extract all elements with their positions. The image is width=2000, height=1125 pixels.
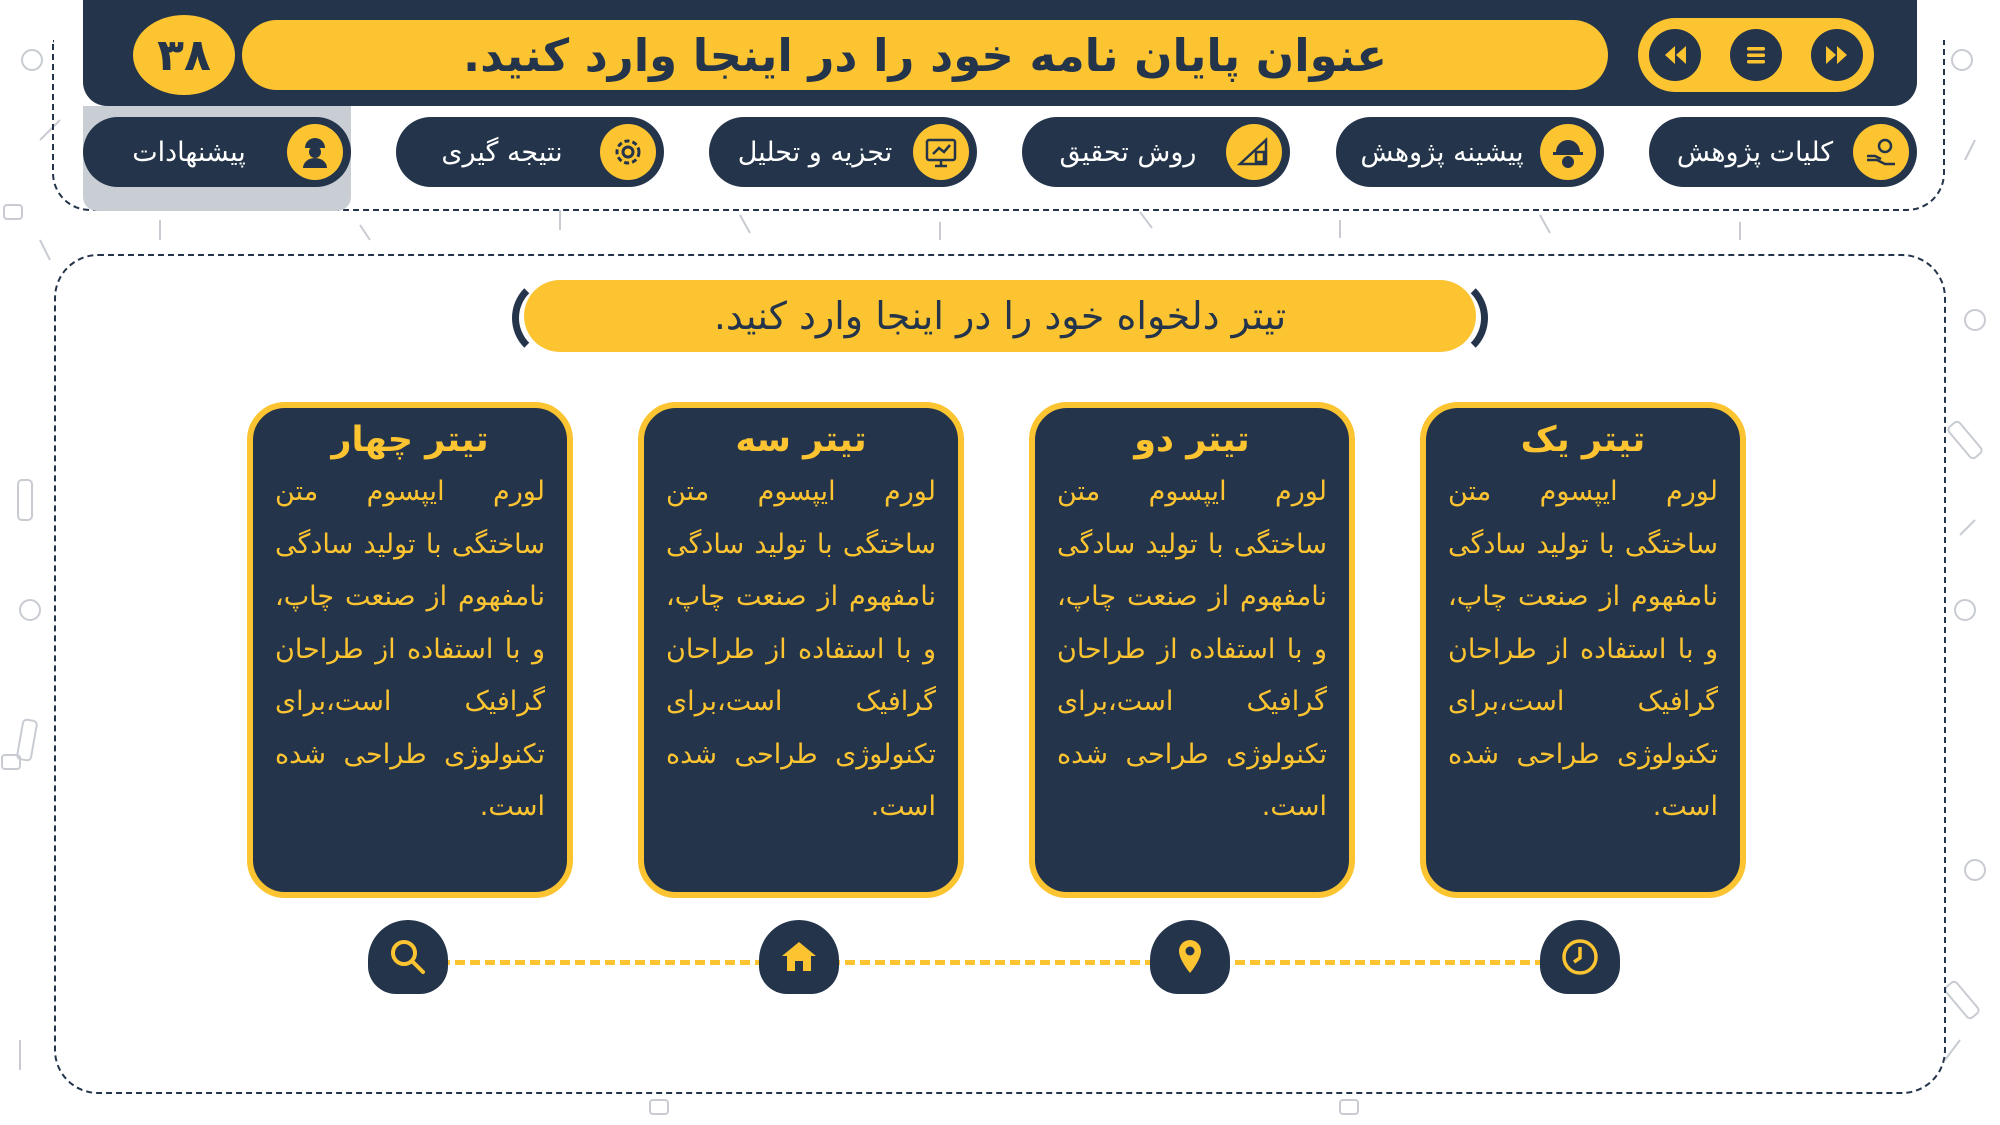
helmet-gear-icon xyxy=(1540,124,1596,180)
tab-label: روش تحقیق xyxy=(1059,136,1197,168)
gear-wrench-icon xyxy=(600,124,656,180)
info-card xyxy=(247,402,573,898)
ruler-calculator-icon xyxy=(1226,124,1282,180)
clock-icon xyxy=(1557,934,1603,980)
slide-title: عنوان پایان نامه خود را در اینجا وارد کنید. xyxy=(242,20,1608,90)
info-card xyxy=(1029,402,1355,898)
timeline-marker xyxy=(368,920,448,994)
card-title: تیتر دو xyxy=(1134,420,1250,460)
tab-research-overview[interactable] xyxy=(1649,117,1917,187)
timeline-connector xyxy=(410,960,1590,965)
home-icon xyxy=(776,934,822,980)
timeline-marker xyxy=(1540,920,1620,994)
info-card xyxy=(1420,402,1746,898)
monitor-chart-icon xyxy=(913,124,969,180)
tab-label: پیشنهادات xyxy=(132,136,246,168)
timeline-marker xyxy=(759,920,839,994)
card-body: لورم ایپسوم متن ساختگی با تولید سادگی نامفهوم از صنعت چاپ، و با استفاده از طراحان گرافیک است،برای تکنولوژی طراحی شده است. xyxy=(1057,476,1327,822)
engineer-icon xyxy=(287,124,343,180)
tab-conclusion[interactable] xyxy=(396,117,664,187)
tab-label: نتیجه گیری xyxy=(441,136,563,168)
tab-literature-review[interactable] xyxy=(1336,117,1604,187)
timeline-marker xyxy=(1150,920,1230,994)
card-title: تیتر سه xyxy=(735,420,867,460)
card-body: لورم ایپسوم متن ساختگی با تولید سادگی نامفهوم از صنعت چاپ، و با استفاده از طراحان گرافیک است،برای تکنولوژی طراحی شده است. xyxy=(275,476,545,822)
info-card xyxy=(638,402,964,898)
tab-analysis[interactable] xyxy=(709,117,977,187)
tab-label: کلیات پژوهش xyxy=(1676,136,1834,168)
search-icon xyxy=(385,934,431,980)
hand-gear-icon xyxy=(1853,124,1909,180)
card-body: لورم ایپسوم متن ساختگی با تولید سادگی نامفهوم از صنعت چاپ، و با استفاده از طراحان گرافیک است،برای تکنولوژی طراحی شده است. xyxy=(1448,476,1718,822)
card-title: تیتر چهار xyxy=(331,420,489,460)
tab-suggestions[interactable] xyxy=(83,117,351,187)
card-title: تیتر یک xyxy=(1520,420,1646,460)
tab-label: پیشینه پژوهش xyxy=(1360,136,1524,168)
tab-research-method[interactable] xyxy=(1022,117,1290,187)
card-body: لورم ایپسوم متن ساختگی با تولید سادگی نامفهوم از صنعت چاپ، و با استفاده از طراحان گرافیک است،برای تکنولوژی طراحی شده است. xyxy=(666,476,936,822)
slide-number-badge: ۳۸ xyxy=(133,15,235,95)
section-subtitle: تیتر دلخواه خود را در اینجا وارد کنید. xyxy=(524,280,1476,352)
location-pin-icon xyxy=(1167,934,1213,980)
tab-label: تجزیه و تحلیل xyxy=(737,136,893,168)
